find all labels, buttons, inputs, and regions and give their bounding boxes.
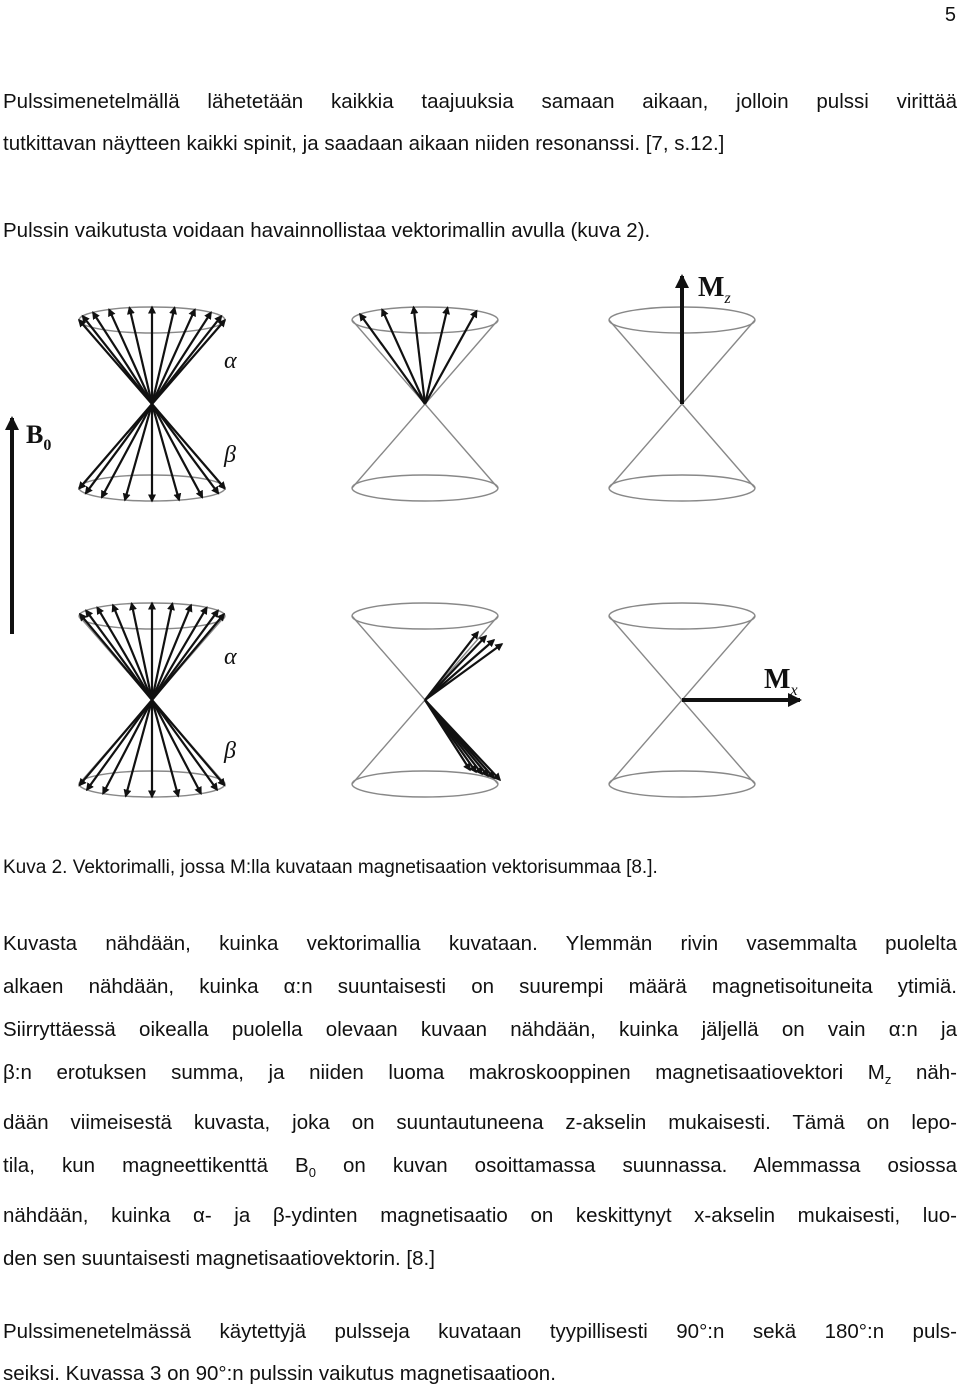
spin-vector-arrow <box>425 644 502 700</box>
spin-vector-arrow <box>102 404 152 497</box>
beta-label-top: β <box>224 442 236 468</box>
cone-top-ellipse <box>609 603 755 629</box>
paragraph-explanation <box>3 922 957 1280</box>
spin-vector-arrow <box>425 640 494 700</box>
figure-caption: Kuva 2. Vektorimalli, jossa M:lla kuvataan magnetisaation vektorisummaa [8.]. <box>3 857 658 878</box>
alpha-label-bottom: α <box>224 644 237 670</box>
beta-label-bottom: β <box>224 738 236 764</box>
explanation-line-4: β:n erotuksen summa, ja niiden luoma makroskooppinen magnetisaatiovektori $M_z$ näh- <box>3 1061 958 1088</box>
spin-vector-arrow <box>425 700 500 780</box>
vector-model-figure <box>0 262 960 764</box>
spin-vector-arrow <box>93 312 152 404</box>
magnetization-vectors <box>12 276 800 700</box>
paragraph-intro <box>3 81 957 165</box>
spin-vector-arrow <box>425 636 486 700</box>
cone-outlines <box>79 307 755 797</box>
explanation-line-3: Siirryttäessä oikealla puolella olevaan kuvaan nähdään, kuinka jäljellä on vain α:n ja <box>3 1018 957 1041</box>
spin-vector-arrow <box>152 700 201 794</box>
b0-label: $B_0$ <box>26 420 52 454</box>
cone-bottom-ellipse <box>609 475 755 501</box>
mx-label: $M_x$ <box>764 664 798 699</box>
paragraph-pulse-types <box>3 1311 957 1395</box>
cone-top-ellipse <box>352 603 498 629</box>
paragraph-vector-model-intro: Pulssin vaikutusta voidaan havainnollistaa vektorimallin avulla (kuva 2). <box>3 219 651 242</box>
spin-vector-arrow <box>152 404 218 493</box>
page-number: 5 <box>944 4 956 26</box>
cone-bottom-ellipse <box>609 771 755 797</box>
explanation-line-1: Kuvasta nähdään, kuinka vektorimallia kuvataan. Ylemmän rivin vasemmalta puolelta <box>3 932 957 955</box>
spin-vector-arrow <box>152 312 211 404</box>
explanation-line-2: alkaen nähdään, kuinka α:n suuntaisesti on suurempi määrä magnetisoituneita ytimiä. <box>3 975 957 998</box>
spin-vector-arrow <box>103 700 152 794</box>
explanation-line-7: nähdään, kuinka α- ja β-ydinten magnetisaatio on keskittynyt x-akselin mukaisesti, luo- <box>3 1204 957 1228</box>
explanation-line-6: tila, kun magneettikenttä $B_0$ on kuvan osoittamassa suunnassa. Alemmassa osiossa <box>3 1154 957 1181</box>
spin-vector-arrow <box>425 311 477 404</box>
spin-vector-arrow <box>113 605 152 700</box>
pulse-types-line-1: Pulssimenetelmässä käytettyjä pulsseja kuvataan tyypillisesti 90°:n sekä 180°:n puls- <box>3 1320 957 1343</box>
mz-label: $M_z$ <box>698 272 731 307</box>
cone-bottom-ellipse <box>352 475 498 501</box>
alpha-label-top: α <box>224 348 237 374</box>
spin-vectors <box>79 307 502 797</box>
pulse-types-line-2: seiksi. Kuvassa 3 on 90°:n pulssin vaikutus magnetisaatioon. <box>3 1362 556 1385</box>
paragraph-intro-line-1: Pulssimenetelmällä lähetetään kaikkia taajuuksia samaan aikaan, jolloin pulssi virittää <box>3 90 957 113</box>
spin-vector-arrow <box>152 607 207 700</box>
explanation-line-5: dään viimeisestä kuvasta, joka on suuntautuneena z-akselin mukaisesti. Tämä on lepo- <box>3 1111 957 1135</box>
explanation-line-8: den sen suuntaisesti magnetisaatiovektorin. [8.] <box>3 1247 435 1271</box>
spin-vector-arrow <box>425 308 448 404</box>
spin-vector-arrow <box>86 404 152 493</box>
paragraph-intro-line-2: tutkittavan näytteen kaikki spinit, ja saadaan aikaan niiden resonanssi. [7, s.12.] <box>3 132 725 155</box>
spin-vector-arrow <box>152 605 191 700</box>
cone-bottom-ellipse <box>352 771 498 797</box>
spin-vector-arrow <box>97 607 152 700</box>
spin-vector-arrow <box>87 700 152 790</box>
spin-vector-arrow <box>152 404 202 497</box>
spin-vector-arrow <box>152 700 217 790</box>
